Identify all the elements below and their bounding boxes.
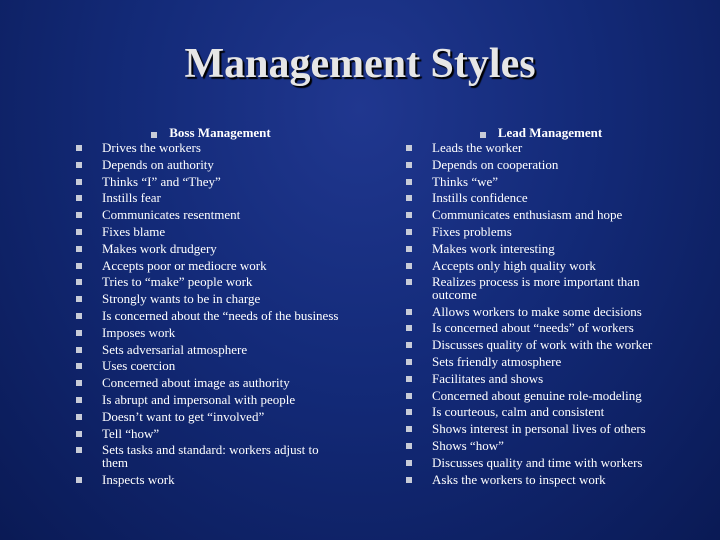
list-item [76,326,346,343]
square-bullet-icon [76,380,82,386]
list-item [406,372,676,389]
list-item [76,158,346,175]
list-item [406,355,676,372]
list-item-text: Is concerned about the “needs of the business [102,307,339,323]
list-item-text: Depends on cooperation [432,156,559,172]
square-bullet-icon [76,263,82,269]
square-bullet-icon [76,246,82,252]
list-item [76,309,346,326]
list-item [406,473,676,490]
list-item [406,439,676,456]
list-item-text: Facilitates and shows [432,370,544,386]
list-item [406,321,676,338]
list-item-text: Doesn’t want to get “involved” [102,408,265,424]
square-bullet-icon [76,179,82,185]
list-item-text: Shows “how” [432,438,504,454]
list-item [76,208,346,225]
boss-management-list [76,141,346,489]
list-item [406,225,676,242]
square-bullet-icon [406,263,412,269]
square-bullet-icon [406,426,412,432]
square-bullet-icon [151,132,157,138]
square-bullet-icon [76,145,82,151]
boss-management-column [76,124,346,489]
list-item [76,393,346,410]
list-item [76,443,346,472]
square-bullet-icon [480,132,486,138]
square-bullet-icon [76,195,82,201]
list-item-text: Instills fear [102,190,161,206]
square-bullet-icon [76,162,82,168]
list-item-text: Inspects work [102,471,175,487]
list-item [406,405,676,422]
list-item [406,422,676,439]
list-item-text: Accepts only high quality work [432,257,596,273]
list-item-text: Uses coercion [102,358,176,374]
square-bullet-icon [406,443,412,449]
list-item [76,343,346,360]
square-bullet-icon [406,279,412,285]
list-item-text: Is courteous, calm and consistent [432,404,605,420]
list-item-text: Depends on authority [102,156,214,172]
list-item-text: Realizes process is more important than outcome [432,274,640,303]
slide-title: Management Styles [184,41,536,87]
list-item [76,359,346,376]
list-item-text: Imposes work [102,324,176,340]
list-item [76,225,346,242]
lead-management-heading: Lead Management [497,124,603,140]
list-item-text: Drives the workers [102,140,201,155]
list-item [76,376,346,393]
list-item-text: Makes work drudgery [102,240,217,256]
square-bullet-icon [76,347,82,353]
list-item-text: Concerned about genuine role-modeling [432,387,642,403]
square-bullet-icon [406,325,412,331]
list-item [406,242,676,259]
list-item-text: Allows workers to make some decisions [432,303,642,319]
list-item-text: Discusses quality and time with workers [432,454,643,470]
list-item-text: Leads the worker [432,140,523,155]
list-item [76,410,346,427]
square-bullet-icon [76,229,82,235]
square-bullet-icon [76,313,82,319]
square-bullet-icon [406,195,412,201]
list-item [406,389,676,406]
square-bullet-icon [76,397,82,403]
square-bullet-icon [406,309,412,315]
list-item-text: Asks the workers to inspect work [432,471,606,487]
list-item [406,259,676,276]
square-bullet-icon [76,414,82,420]
list-item [406,456,676,473]
list-item-text: Fixes problems [432,223,512,239]
list-item [76,275,346,292]
lead-management-list [406,141,676,489]
list-item [76,473,346,490]
list-item [406,275,676,304]
list-item [76,427,346,444]
square-bullet-icon [76,279,82,285]
list-item-text: Makes work interesting [432,240,555,256]
list-item-text: Thinks “I” and “They” [102,173,221,189]
list-item-text: Fixes blame [102,223,166,239]
square-bullet-icon [406,477,412,483]
list-item [406,305,676,322]
square-bullet-icon [406,212,412,218]
square-bullet-icon [406,460,412,466]
list-item [406,175,676,192]
list-item [406,191,676,208]
square-bullet-icon [406,393,412,399]
list-item [406,158,676,175]
list-item [406,208,676,225]
square-bullet-icon [76,363,82,369]
list-item-text: Strongly wants to be in charge [102,291,261,307]
square-bullet-icon [406,145,412,151]
list-item-text: Sets friendly atmosphere [432,354,562,370]
square-bullet-icon [406,179,412,185]
square-bullet-icon [76,296,82,302]
list-item-text: Is abrupt and impersonal with people [102,391,296,407]
square-bullet-icon [406,376,412,382]
list-item-text: Discusses quality of work with the worker [432,337,653,353]
square-bullet-icon [406,162,412,168]
list-item-text: Is concerned about “needs” of workers [432,320,634,336]
list-item-text: Thinks “we” [432,173,499,189]
square-bullet-icon [406,229,412,235]
boss-management-header [76,124,346,141]
lead-management-header [406,124,676,141]
list-item [406,338,676,355]
list-item-text: Shows interest in personal lives of others [432,421,646,437]
list-item-text: Communicates enthusiasm and hope [432,207,623,223]
square-bullet-icon [406,359,412,365]
list-item [76,175,346,192]
list-item-text: Accepts poor or mediocre work [102,257,267,273]
list-item [76,292,346,309]
list-item [76,242,346,259]
list-item [76,259,346,276]
list-item-text: Sets adversarial atmosphere [102,341,248,357]
list-item [406,141,676,158]
square-bullet-icon [76,447,82,453]
list-item-text: Communicates resentment [102,207,241,223]
square-bullet-icon [406,409,412,415]
square-bullet-icon [76,212,82,218]
square-bullet-icon [406,246,412,252]
square-bullet-icon [76,477,82,483]
boss-management-heading: Boss Management [169,124,271,140]
list-item [76,191,346,208]
square-bullet-icon [76,330,82,336]
list-item-text: Sets tasks and standard: workers adjust to them [102,442,319,471]
list-item [76,141,346,158]
list-item-text: Instills confidence [432,190,528,206]
square-bullet-icon [76,431,82,437]
list-item-text: Tries to “make” people work [102,274,253,290]
square-bullet-icon [406,342,412,348]
list-item-text: Concerned about image as authority [102,375,290,391]
list-item-text: Tell “how” [102,425,160,441]
lead-management-column [406,124,676,489]
